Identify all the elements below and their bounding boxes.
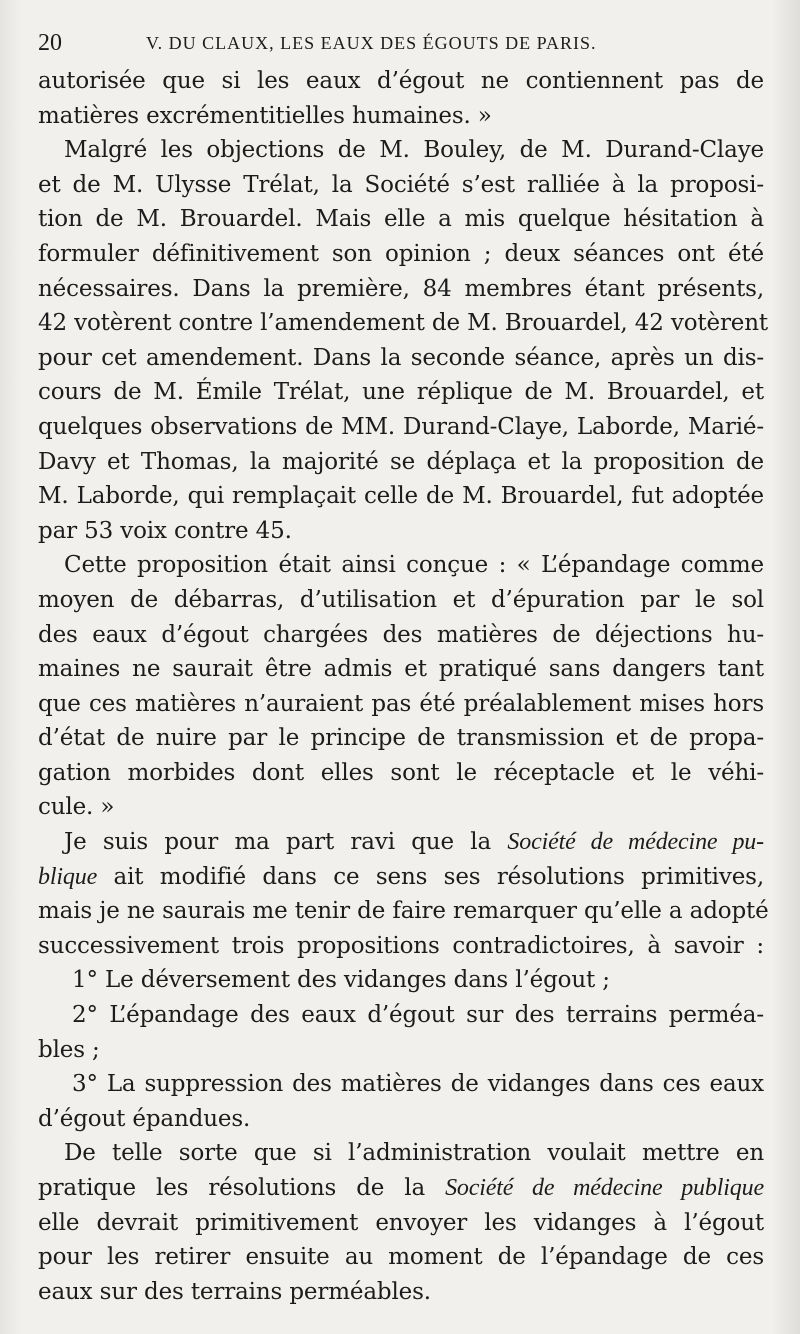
text-run: ait modifié dans ce sens ses résolutions primitives,	[113, 863, 764, 890]
text-line: M. Laborde, qui remplaçait celle de M. Brouardel, fut adoptée	[38, 483, 764, 510]
text-line: bles ;	[38, 1036, 100, 1063]
text-line: moyen de débarras, d’utilisation et d’épuration par le sol	[38, 586, 764, 613]
text-line: Malgré les objections de M. Bouley, de M. Durand-Claye	[64, 137, 764, 164]
list-item: 1° Le déversement des vidanges dans l’égout ;	[72, 967, 610, 994]
text-line: pour les retirer ensuite au moment de l’épandage de ces	[38, 1244, 764, 1271]
text-line: tion de M. Brouardel. Mais elle a mis quelque hésitation à	[38, 206, 764, 233]
text-line	[38, 1171, 764, 1206]
text-line: par 53 voix contre 45.	[38, 517, 292, 544]
text-run: pratique les résolutions de la	[38, 1175, 426, 1201]
text-line: Davy et Thomas, la majorité se déplaça et la proposition de	[38, 448, 764, 475]
text-line: elle devrait primitivement envoyer les vidanges à l’égout	[38, 1209, 764, 1236]
text-line: cule. »	[38, 794, 115, 821]
text-run: Je suis pour ma part ravi que la	[64, 829, 492, 856]
text-line: De telle sorte que si l’administration voulait mettre en	[64, 1140, 764, 1167]
text-line: d’état de nuire par le principe de transmission et de propa-	[38, 725, 764, 752]
text-line: eaux sur des terrains perméables.	[38, 1278, 431, 1305]
text-line: quelques observations de MM. Durand-Claye, Laborde, Marié-	[38, 413, 764, 440]
text-line: successivement trois propositions contradictoires, à savoir :	[38, 932, 764, 959]
italic-society-name: Société de médecine pu-	[507, 829, 764, 856]
text-line	[38, 825, 764, 860]
text-line: mais je ne saurais me tenir de faire remarquer qu’elle a adopté	[38, 898, 769, 925]
list-item: 3° La suppression des matières de vidanges dans ces eaux	[72, 1071, 764, 1098]
text-line: et de M. Ulysse Trélat, la Société s’est ralliée à la proposi-	[38, 171, 764, 198]
body-text	[38, 64, 769, 1309]
running-title: V. DU CLAUX, LES EAUX DES ÉGOUTS DE PARIS.	[146, 33, 597, 53]
text-line: Cette proposition était ainsi conçue : « L’épandage comme	[64, 552, 764, 579]
text-line: d’égout épandues.	[38, 1105, 251, 1132]
page-number: 20	[38, 30, 62, 56]
text-line: des eaux d’égout chargées des matières de déjections hu-	[38, 621, 764, 648]
text-line: maines ne saurait être admis et pratiqué sans dangers tant	[38, 656, 764, 683]
text-line: 42 votèrent contre l’amendement de M. Brouardel, 42 votèrent	[38, 310, 769, 337]
list-item: 2° L’épandage des eaux d’égout sur des terrains perméa-	[72, 1002, 764, 1029]
running-head	[38, 26, 764, 60]
italic-society-name: Société de médecine publique	[445, 1175, 764, 1201]
text-line: gation morbides dont elles sont le réceptacle et le véhi-	[38, 759, 764, 786]
text-line: pour cet amendement. Dans la seconde séance, après un dis-	[38, 344, 764, 371]
text-line: nécessaires. Dans la première, 84 membres étant présents,	[38, 275, 764, 302]
text-line: autorisée que si les eaux d’égout ne contiennent pas de	[38, 68, 764, 94]
text-line: que ces matières n’auraient pas été préalablement mises hors	[38, 690, 764, 717]
text-line: matières excrémentitielles humaines. »	[38, 102, 492, 129]
text-line	[38, 860, 764, 895]
text-line: cours de M. Émile Trélat, une réplique de M. Brouardel, et	[38, 379, 764, 406]
text-line: formuler définitivement son opinion ; deux séances ont été	[38, 240, 764, 267]
italic-society-name: blique	[38, 863, 98, 890]
